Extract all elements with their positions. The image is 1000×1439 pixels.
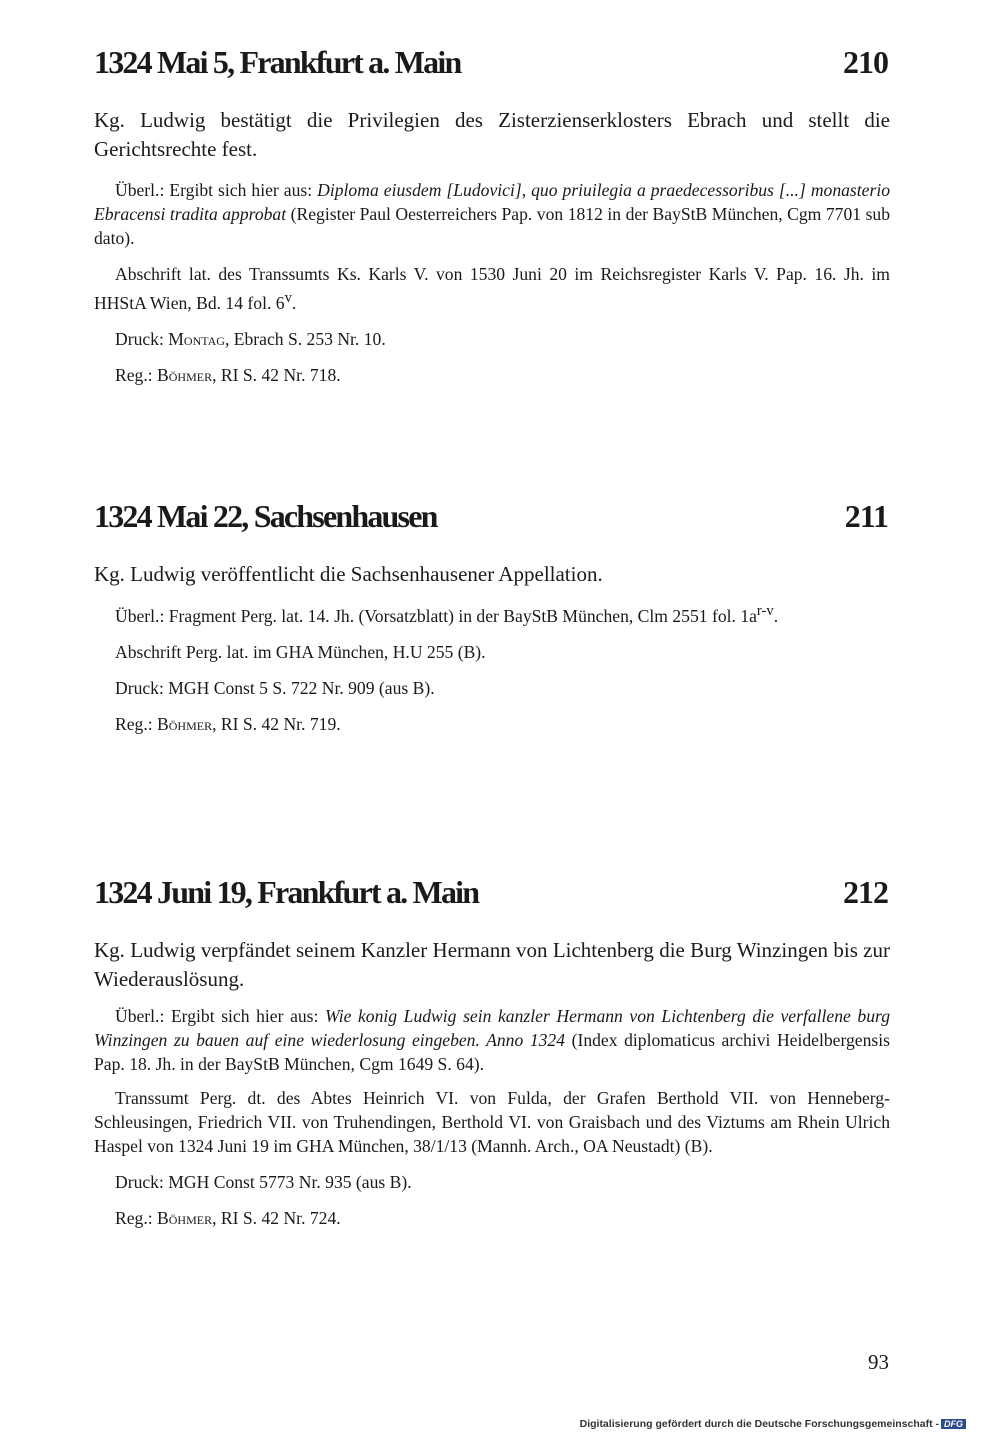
entry-summary: Kg. Ludwig verpfändet seinem Kanzler Hermann von Lichtenberg die Burg Winzingen bis zur Wiederauslösung. <box>94 938 890 991</box>
entry-210 <box>94 42 890 387</box>
page-number: 93 <box>868 1350 889 1374</box>
ueberlieferung-note: Überl.: Ergibt sich hier aus: Diploma eiusdem [Ludovici], quo priuilegia a praedecessoribus [...] monasterio Ebracensi tradita approbat (Register Paul Oesterreichers Pap. von 1812 in der BayStB München, Cgm 7701 sub dato). <box>94 180 891 248</box>
regest-note: Reg.: Böhmer, RI S. 42 Nr. 719. <box>115 713 341 734</box>
entry-summary: Kg. Ludwig veröffentlicht die Sachsenhausener Appellation. <box>94 562 603 586</box>
entry-heading <box>94 42 890 92</box>
druck-note: Druck: MGH Const 5773 Nr. 935 (aus B). <box>115 1172 412 1192</box>
druck-note: Druck: Montag, Ebrach S. 253 Nr. 10. <box>115 328 386 349</box>
dfg-logo: DFG <box>941 1419 966 1429</box>
druck-note: Druck: MGH Const 5 S. 722 Nr. 909 (aus B). <box>115 677 435 698</box>
transsumt-note: Transsumt Perg. dt. des Abtes Heinrich VI. von Fulda, der Grafen Berthold VII. von Henneberg-Schleusingen, Friedrich VII. von Truhendingen, Berthold VI. von Graisbach und des Viztums am Rhein Ulrich Haspel von 1324 Juni 19 im GHA München, 38/1/13 (Mannh. Arch., OA Neustadt) (B). <box>94 1088 890 1156</box>
entry-number: 211 <box>844 498 888 534</box>
regest-note: Reg.: Böhmer, RI S. 42 Nr. 724. <box>115 1208 341 1228</box>
regest-note: Reg.: Böhmer, RI S. 42 Nr. 718. <box>115 364 341 385</box>
entry-heading <box>94 496 890 546</box>
entry-212 <box>94 872 890 1230</box>
entry-summary: Kg. Ludwig bestätigt die Privilegien des Zisterzienserklosters Ebrach und stellt die Gerichtsrechte fest. <box>94 108 890 161</box>
footer-funding-note: Digitalisierung gefördert durch die Deutsche Forschungsgemeinschaft - DFG <box>580 1418 966 1430</box>
abschrift-note: Abschrift lat. des Transsumts Ks. Karls V. von 1530 Juni 20 im Reichsregister Karls V. Pap. 16. Jh. im HHStA Wien, Bd. 14 fol. 6$^v$. <box>94 264 890 313</box>
entry-number: 212 <box>843 874 888 910</box>
entry-heading <box>94 872 890 922</box>
ueberlieferung-note: Überl.: Ergibt sich hier aus: Wie konig Ludwig sein kanzler Hermann von Lichtenberg die verfallene burg Winzingen zu bauen auf eine wiederlosung eingeben. Anno 1324 (Index diplomaticus archivi Heidelbergensis Pap. 18. Jh. in der BayStB München, Cgm 1649 S. 64). <box>94 1006 890 1074</box>
ueberlieferung-note: Überl.: Fragment Perg. lat. 14. Jh. (Vorsatzblatt) in der BayStB München, Clm 2551 fol. $1a^{r-v}$. <box>115 603 779 626</box>
abschrift-note: Abschrift Perg. lat. im GHA München, H.U 255 (B). <box>115 641 486 662</box>
entry-number: 210 <box>843 44 888 80</box>
entry-title: 1324 Mai 22, Sachsenhausen <box>94 498 437 534</box>
entry-title: 1324 Mai 5, Frankfurt a. Main <box>94 44 461 80</box>
entry-title: 1324 Juni 19, Frankfurt a. Main <box>94 874 479 910</box>
entry-211 <box>94 496 890 736</box>
